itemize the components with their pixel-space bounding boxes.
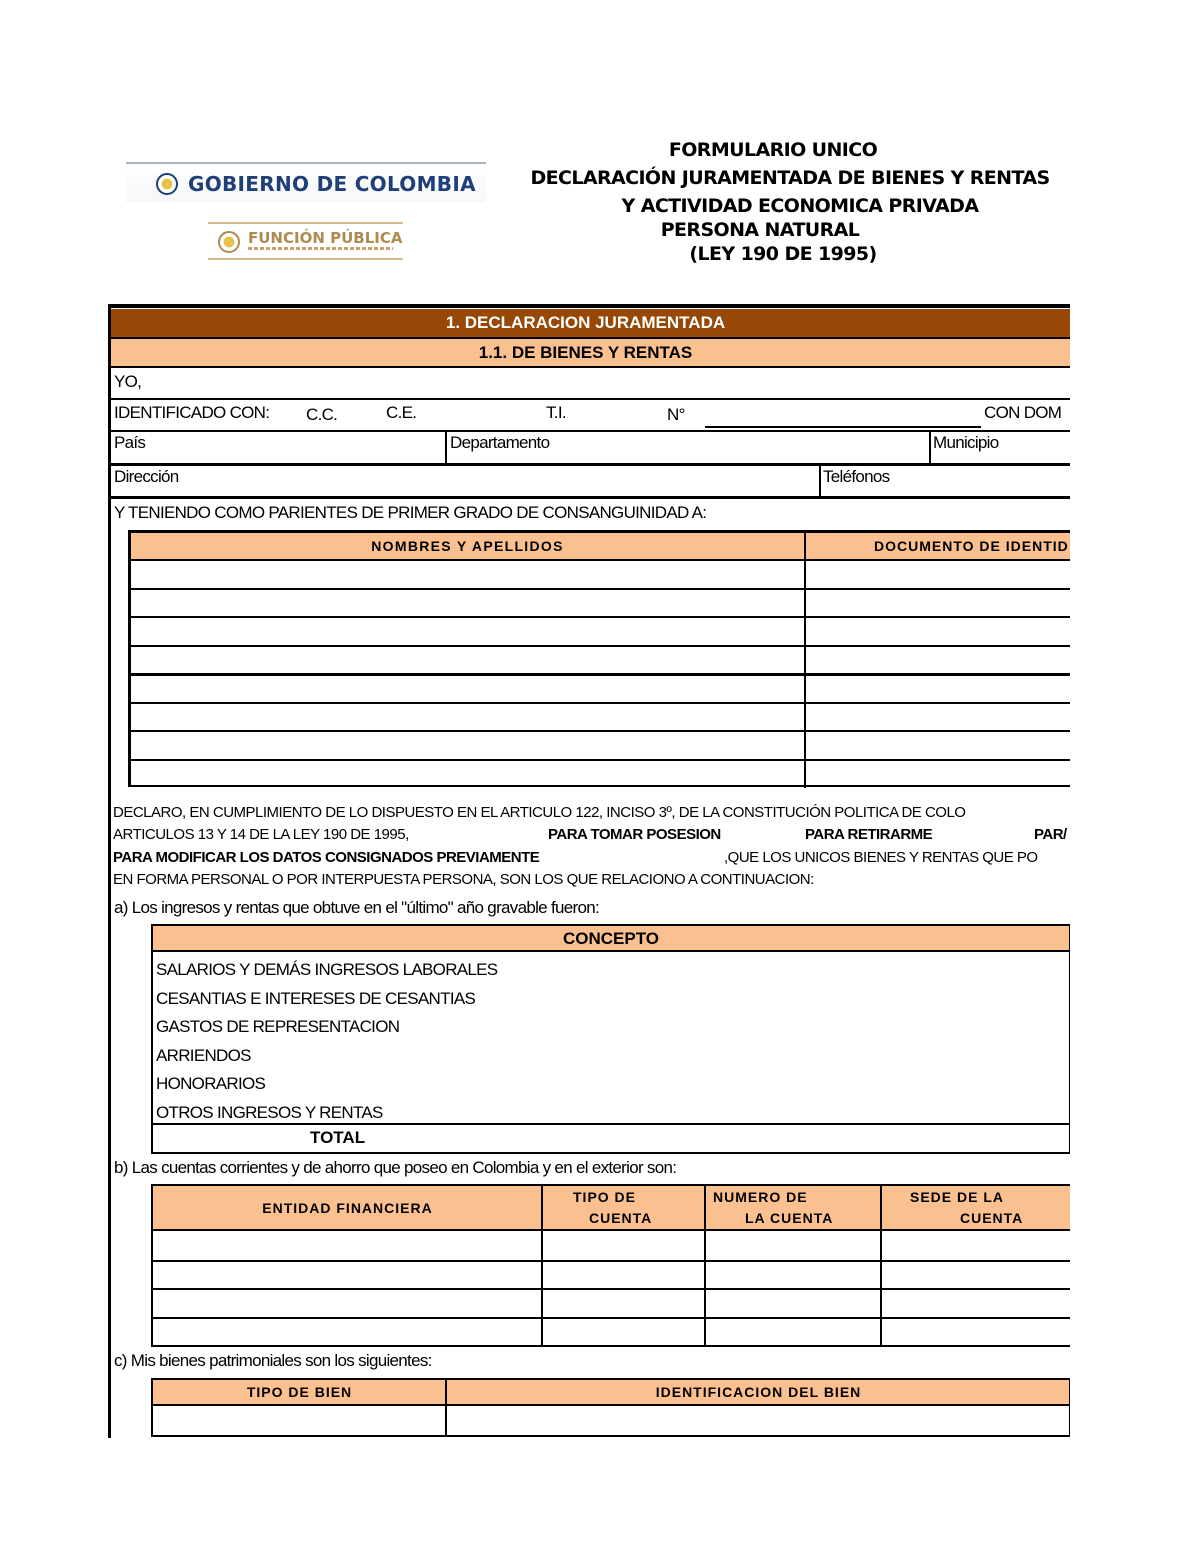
documento-cell[interactable]	[806, 675, 1070, 701]
declaro-text: ARTICULOS 13 Y 14 DE LA LEY 190 DE 1995,	[113, 826, 409, 843]
documento-cell[interactable]	[806, 704, 1070, 730]
nombres-cell[interactable]	[131, 675, 804, 701]
tipo-cuenta-cell[interactable]	[543, 1233, 704, 1259]
column-header-numero: NUMERO DE	[713, 1189, 808, 1205]
column-header-identificacion: IDENTIFICACION DEL BIEN	[655, 1384, 862, 1400]
sede-cuenta-cell[interactable]	[882, 1319, 1070, 1345]
ce-option[interactable]: C.E.	[386, 403, 417, 422]
ingresos-list	[156, 956, 497, 1127]
divider	[108, 366, 1070, 368]
bienes-intro: c) Mis bienes patrimoniales son los siguientes:	[114, 1351, 432, 1370]
subsection-title: 1.1. DE BIENES Y RENTAS	[478, 343, 693, 362]
documento-cell[interactable]	[806, 561, 1070, 587]
divider	[153, 1123, 1069, 1125]
declaro-text: DECLARO, EN CUMPLIMIENTO DE LO DISPUESTO EN EL ARTICULO 122, INCISO 3º, DE LA CONSTITUCIÓN POLITICA DE COLO	[113, 804, 966, 821]
cuentas-intro: b) Las cuentas corrientes y de ahorro que poseo en Colombia y en el exterior son:	[114, 1158, 677, 1177]
divider	[445, 431, 447, 463]
pais-field[interactable]: País	[114, 433, 146, 452]
coat-of-arms-icon	[156, 173, 178, 195]
concepto-item: OTROS INGRESOS Y RENTAS	[156, 1102, 383, 1122]
entidad-cell[interactable]	[153, 1262, 541, 1288]
column-header-numero: LA CUENTA	[745, 1210, 834, 1226]
sede-cuenta-cell[interactable]	[882, 1233, 1070, 1259]
funcion-publica-logo	[208, 222, 403, 260]
option-retirarme[interactable]: PARA RETIRARME	[805, 826, 933, 843]
documento-cell[interactable]	[806, 761, 1070, 787]
sede-cuenta-cell[interactable]	[882, 1290, 1070, 1316]
divider	[819, 465, 821, 497]
entidad-cell[interactable]	[153, 1290, 541, 1316]
concepto-item: CESANTIAS E INTERESES DE CESANTIAS	[156, 988, 476, 1008]
departamento-field[interactable]: Departamento	[450, 433, 550, 452]
left-border	[108, 304, 111, 1438]
yo-label: YO,	[114, 372, 142, 391]
form-title: (LEY 190 DE 1995)	[689, 243, 877, 265]
declaro-text: EN FORMA PERSONAL O POR INTERPUESTA PERSONA, SON LOS QUE RELACIONO A CONTINUACION:	[113, 871, 814, 888]
section-header	[111, 309, 1070, 337]
column-header-entidad: ENTIDAD FINANCIERA	[262, 1200, 433, 1216]
entidad-cell[interactable]	[153, 1319, 541, 1345]
column-header-documento: DOCUMENTO DE IDENTID	[806, 533, 1070, 559]
nombres-cell[interactable]	[131, 590, 804, 616]
tipo-cuenta-cell[interactable]	[543, 1290, 704, 1316]
numero-cuenta-cell[interactable]	[706, 1233, 880, 1259]
nombres-cell[interactable]	[131, 647, 804, 673]
divider	[929, 431, 931, 463]
numero-cuenta-cell[interactable]	[706, 1262, 880, 1288]
concepto-item: ARRIENDOS	[156, 1045, 251, 1065]
municipio-field[interactable]: Municipio	[933, 433, 999, 452]
numero-cuenta-cell[interactable]	[706, 1319, 880, 1345]
parientes-intro: Y TENIENDO COMO PARIENTES DE PRIMER GRADO DE CONSANGUINIDAD A:	[114, 503, 707, 522]
nombres-cell[interactable]	[131, 618, 804, 644]
divider	[108, 496, 1070, 499]
concepto-item: HONORARIOS	[156, 1074, 266, 1093]
form-title: Y ACTIVIDAD ECONOMICA PRIVADA	[621, 195, 979, 217]
tipo-cuenta-cell[interactable]	[543, 1262, 704, 1288]
column-header-nombres: NOMBRES Y APELLIDOS	[131, 533, 804, 559]
logo-subtitle	[248, 247, 393, 250]
divider	[108, 304, 1070, 308]
logo-text: GOBIERNO DE COLOMBIA	[188, 172, 476, 196]
telefonos-field[interactable]: Teléfonos	[823, 467, 890, 486]
bienes-table	[151, 1378, 1070, 1437]
ingresos-intro: a) Los ingresos y rentas que obtuve en el "último" año gravable fueron:	[114, 898, 599, 917]
divider	[108, 463, 1070, 466]
entidad-cell[interactable]	[153, 1233, 541, 1259]
column-header-sede: SEDE DE LA	[910, 1189, 1005, 1205]
documento-cell[interactable]	[806, 732, 1070, 758]
domicilio-label: CON DOM	[984, 403, 1062, 422]
option-tomar-posesion[interactable]: PARA TOMAR POSESION	[548, 826, 721, 843]
cuentas-table	[151, 1184, 1070, 1347]
nombres-cell[interactable]	[131, 704, 804, 730]
subsection-header	[111, 339, 1070, 366]
divider	[108, 430, 1070, 432]
form-body	[108, 304, 1070, 1438]
nombres-cell[interactable]	[131, 732, 804, 758]
form-title: DECLARACIÓN JURAMENTADA DE BIENES Y RENTAS	[530, 167, 1050, 189]
parientes-table	[128, 530, 1070, 787]
documento-cell[interactable]	[806, 590, 1070, 616]
concepto-item: SALARIOS Y DEMÁS INGRESOS LABORALES	[156, 960, 498, 979]
identificacion-bien-cell[interactable]	[447, 1408, 1069, 1437]
column-header-sede: CUENTA	[960, 1210, 1024, 1226]
ti-option[interactable]: T.I.	[546, 403, 566, 422]
column-header-tipo: TIPO DE	[573, 1189, 637, 1205]
concepto-item: GASTOS DE REPRESENTACION	[156, 1017, 400, 1036]
total-label: TOTAL	[310, 1128, 366, 1147]
documento-cell[interactable]	[806, 618, 1070, 644]
numero-field[interactable]	[705, 426, 981, 428]
column-header-concepto: CONCEPTO	[153, 926, 1069, 952]
declaro-text: ,QUE LOS UNICOS BIENES Y RENTAS QUE PO	[724, 849, 1038, 866]
nombres-cell[interactable]	[131, 761, 804, 787]
divider	[108, 398, 1070, 400]
numero-label: N°	[667, 405, 685, 424]
direccion-field[interactable]: Dirección	[114, 467, 179, 486]
section-title: 1. DECLARACION JURAMENTADA	[445, 313, 726, 332]
option-other[interactable]: PAR/	[1034, 826, 1067, 843]
form-title: PERSONA NATURAL	[660, 219, 860, 241]
identificado-label: IDENTIFICADO CON:	[114, 403, 270, 422]
tipo-bien-cell[interactable]	[153, 1408, 445, 1437]
logo-text: FUNCIÓN PÚBLICA	[248, 229, 403, 247]
cc-option[interactable]: C.C.	[306, 405, 338, 424]
documento-cell[interactable]	[806, 647, 1070, 673]
numero-cuenta-cell[interactable]	[706, 1290, 880, 1316]
tipo-cuenta-cell[interactable]	[543, 1319, 704, 1345]
coat-of-arms-icon	[218, 231, 240, 253]
gobierno-de-colombia-logo	[126, 162, 486, 202]
sede-cuenta-cell[interactable]	[882, 1262, 1070, 1288]
ingresos-table	[151, 924, 1070, 1154]
nombres-cell[interactable]	[131, 561, 804, 587]
column-header-tipo-bien: TIPO DE BIEN	[246, 1384, 353, 1400]
column-header-tipo: CUENTA	[589, 1210, 653, 1226]
option-modificar-datos[interactable]: PARA MODIFICAR LOS DATOS CONSIGNADOS PREVIAMENTE	[113, 849, 540, 866]
form-title: FORMULARIO UNICO	[668, 139, 878, 161]
